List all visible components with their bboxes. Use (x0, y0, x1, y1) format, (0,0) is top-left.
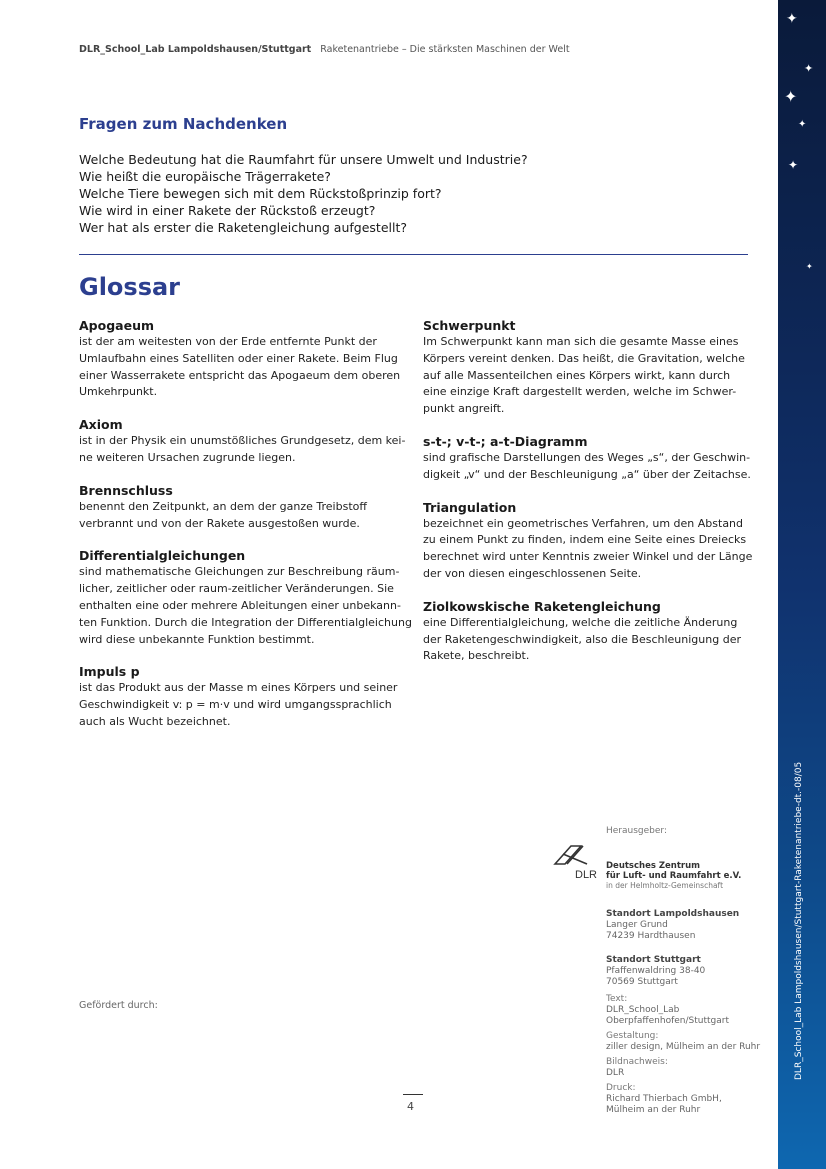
glossar-definition (79, 433, 409, 467)
dlr-logo-icon (551, 840, 599, 882)
text-line: DLR_School_Lab (606, 1005, 680, 1015)
sponsor-label: Gefördert durch: (79, 1000, 158, 1011)
glossar-entry (423, 500, 753, 583)
glossar-term: Impuls p (79, 664, 140, 680)
logo-org-line1: Deutsches Zentrum (606, 861, 701, 871)
definition-line: auf alle Massenteilchen eines Körpers wirkt, kann durch (423, 368, 731, 382)
text-line: Oberpfaffenhofen/Stuttgart (606, 1016, 729, 1026)
definition-line: der von diesen eingeschlossenen Seite. (423, 566, 642, 580)
definition-line: berechnet wird unter Kenntnis zweier Winkel und der Länge (423, 550, 753, 564)
glossar-term: Schwerpunkt (423, 318, 516, 333)
definition-line: sind grafische Darstellungen des Weges „s“, der Geschwin- (423, 450, 751, 464)
page-number-rule (403, 1094, 423, 1095)
questions-title: Fragen zum Nachdenken (79, 115, 288, 133)
definition-line: wird diese unbekannte Funktion bestimmt. (79, 632, 315, 646)
star-icon: ✦ (806, 262, 813, 271)
definition-line: benennt den Zeitpunkt, an dem der ganze Treibstoff (79, 499, 367, 513)
glossar-term: Apogaeum (79, 318, 154, 333)
glossar-column-left (79, 318, 412, 747)
definition-line: ten Funktion. Durch die Integration der Differentialgleichung (79, 615, 412, 629)
glossar-term: Brennschluss (79, 482, 173, 498)
definition-line: ne weiteren Ursachen zugrunde liegen. (79, 450, 296, 464)
site1-name: Standort Lampoldshausen (606, 909, 740, 919)
images-value: DLR (606, 1068, 625, 1078)
print-line: Mülheim an der Ruhr (606, 1105, 701, 1115)
glossar-definition (79, 680, 409, 730)
glossar-entry (423, 318, 753, 418)
glossar-entry (423, 599, 753, 665)
questions-list (79, 151, 759, 236)
definition-line: ist das Produkt aus der Masse m eines Körpers und seiner (79, 681, 398, 695)
glossar-column-right (423, 318, 753, 681)
definition-line: eine einzige Kraft dargestellt werden, welche im Schwer- (423, 385, 737, 399)
definition-line: zu einem Punkt zu finden, indem eine Seite eines Dreiecks (423, 533, 747, 547)
glossar-term: Differentialgleichungen (79, 548, 246, 564)
site2-name: Standort Stuttgart (606, 955, 701, 965)
logo-org-block (606, 861, 776, 909)
glossar-entry (79, 417, 409, 467)
glossar-entry (423, 434, 753, 484)
glossar-definition (423, 450, 753, 484)
definition-line: enthalten eine oder mehrere Ableitungen einer unbekann- (79, 598, 401, 612)
vertical-doc-id (794, 1040, 804, 1080)
definition-line: licher, zeitlicher oder raum-zeitlicher Veränderungen. Sie (79, 582, 394, 596)
text-label: Text: (606, 994, 628, 1004)
definition-line: verbrannt und von der Rakete ausgestoßen wurde. (79, 516, 360, 530)
site2-line: 70569 Stuttgart (606, 977, 678, 987)
glossar-definition (423, 334, 753, 418)
logo-org-line3: in der Helmholtz-Gemeinschaft (606, 881, 724, 890)
definition-line: Umkehrpunkt. (79, 385, 158, 399)
page-header (79, 44, 570, 55)
question-item: Wie wird in einer Rakete der Rückstoß erzeugt? (79, 203, 376, 218)
header-subtitle: Raketenantriebe – Die stärksten Maschinen der Welt (320, 44, 570, 55)
glossar-entry (79, 318, 409, 401)
publisher-label: Herausgeber: (606, 826, 667, 836)
definition-line: ist der am weitesten von der Erde entfernte Punkt der (79, 335, 377, 348)
print-line: Richard Thierbach GmbH, (606, 1094, 722, 1104)
question-item: Wer hat als erster die Raketengleichung aufgestellt? (79, 220, 408, 235)
glossar-entry (79, 483, 409, 533)
definition-line: sind mathematische Gleichungen zur Beschreibung räum- (79, 565, 400, 579)
definition-line: punkt angreift. (423, 402, 505, 416)
definition-line: Geschwindigkeit v: p = m·v und wird umgangssprachlich (79, 698, 392, 712)
glossar-definition (423, 516, 753, 583)
glossar-definition (79, 564, 412, 648)
glossar-term: Ziolkowskische Raketengleichung (423, 598, 661, 614)
definition-line: Umlaufbahn eines Satelliten oder einer Rakete. Beim Flug (79, 351, 398, 365)
glossar-term: Axiom (79, 417, 123, 433)
page-number: 4 (407, 1100, 414, 1113)
site1-line: Langer Grund (606, 920, 668, 930)
star-icon: ✦ (804, 62, 814, 75)
glossar-definition (79, 499, 409, 533)
definition-line: Körpers vereint denken. Das heißt, die Gravitation, welche (423, 351, 745, 365)
glossar-entry (79, 664, 409, 730)
section-divider (79, 254, 748, 255)
star-icon: ✦ (788, 158, 799, 172)
definition-line: digkeit „v“ und der Beschleunigung „a“ über der Zeitachse. (423, 467, 751, 481)
star-icon: ✦ (784, 87, 798, 106)
print-label: Druck: (606, 1083, 636, 1093)
question-item: Welche Tiere bewegen sich mit dem Rückstoßprinzip fort? (79, 186, 442, 201)
definition-line: einer Wasserrakete entspricht das Apogaeum dem oberen (79, 368, 401, 382)
definition-line: auch als Wucht bezeichnet. (79, 714, 231, 728)
star-icon: ✦ (786, 11, 798, 27)
definition-line: bezeichnet ein geometrisches Verfahren, um den Abstand (423, 516, 744, 530)
glossar-term: Triangulation (423, 499, 517, 515)
definition-line: Rakete, beschreibt. (423, 649, 530, 663)
definition-line: der Raketengeschwindigkeit, also die Beschleunigung der (423, 632, 741, 646)
definition-line: ist in der Physik ein unumstößliches Grundgesetz, dem kei- (79, 434, 406, 448)
glossar-title: Glossar (79, 273, 181, 301)
imprint (606, 826, 776, 1116)
site2-line: Pfaffenwaldring 38-40 (606, 966, 706, 976)
question-item: Wie heißt die europäische Trägerrakete? (79, 169, 331, 184)
design-label: Gestaltung: (606, 1031, 659, 1041)
star-icon: ✦ (798, 119, 807, 130)
design-value: ziller design, Mülheim an der Ruhr (606, 1042, 761, 1052)
site1-line: 74239 Hardthausen (606, 931, 696, 941)
question-item: Welche Bedeutung hat die Raumfahrt für unsere Umwelt und Industrie? (79, 152, 528, 167)
header-org: DLR_School_Lab Lampoldshausen/Stuttgart (79, 44, 312, 55)
logo-org-line2: für Luft- und Raumfahrt e.V. (606, 871, 742, 881)
glossar-entry (79, 548, 412, 648)
glossar-definition (79, 334, 409, 401)
glossar-definition (423, 615, 753, 665)
logo-text: DLR (575, 869, 598, 881)
glossar-term: s-t-; v-t-; a-t-Diagramm (423, 433, 588, 449)
images-label: Bildnachweis: (606, 1057, 668, 1067)
definition-line: Im Schwerpunkt kann man sich die gesamte Masse eines (423, 335, 739, 348)
definition-line: eine Differentialgleichung, welche die zeitliche Änderung (423, 615, 738, 629)
